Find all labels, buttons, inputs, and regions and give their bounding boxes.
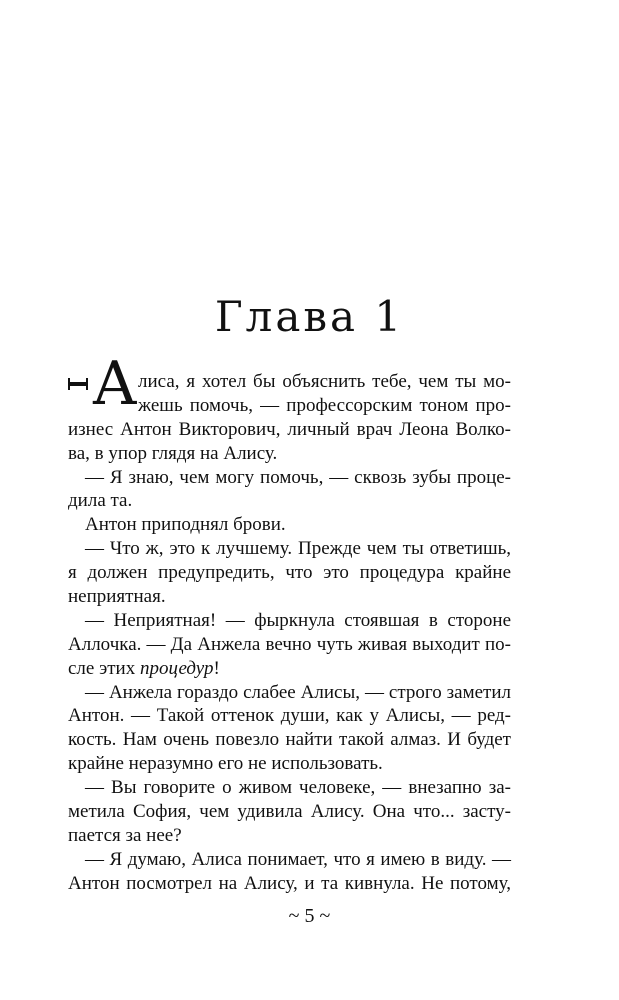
text-line-content: — Анжела гораздо слабее Алисы, — строго заметил bbox=[85, 681, 511, 703]
text-line-content: — Что ж, это к лучшему. Прежде чем ты ответишь, bbox=[85, 538, 511, 560]
chapter-title: Глава 1 bbox=[214, 292, 405, 341]
text-line bbox=[68, 681, 511, 705]
text-line-content: Антон приподнял брови. bbox=[85, 514, 286, 536]
text-line bbox=[68, 609, 511, 633]
text-line-content: метила София, чем удивила Алису. Она что... засту- bbox=[68, 801, 511, 823]
page-number: ~ 5 ~ bbox=[288, 905, 331, 927]
text-line-content: — Вы говорите о живом человеке, — внезапно за- bbox=[85, 777, 511, 799]
text-line-content: лиса, я хотел бы объяснить тебе, чем ты мо- bbox=[138, 371, 511, 392]
text-line bbox=[68, 370, 511, 394]
text-line-content: пается за нее? bbox=[68, 824, 182, 846]
text-line bbox=[68, 585, 511, 609]
text-line bbox=[68, 418, 511, 442]
text-line-content: изнес Антон Викторович, личный врач Леона Волко- bbox=[68, 418, 511, 440]
text-line-content: — Неприятная! — фыркнула стоявшая в стороне bbox=[85, 609, 511, 631]
text-line-content: — Я думаю, Алиса понимает, что я имею в виду. — bbox=[85, 848, 511, 870]
text-line bbox=[68, 489, 511, 513]
text-line-content: дила та. bbox=[68, 490, 133, 512]
text-line bbox=[68, 466, 511, 490]
text-line-content: ва, в упор глядя на Алису. bbox=[68, 442, 278, 464]
italic-word: процедур bbox=[139, 657, 214, 679]
text-line-content: кость. Нам очень повезло найти такой алмаз. И будет bbox=[68, 729, 511, 751]
drop-cap-letter: А bbox=[92, 349, 138, 419]
text-line bbox=[68, 824, 511, 848]
text-line-content: Антон. — Такой оттенок души, как у Алисы, — ред- bbox=[68, 705, 511, 727]
text-line bbox=[68, 442, 511, 466]
text-line bbox=[68, 513, 511, 537]
body-text bbox=[68, 370, 511, 896]
punctuation: ! bbox=[213, 657, 220, 679]
text-line bbox=[68, 800, 511, 824]
text-line bbox=[68, 752, 511, 776]
text-line bbox=[68, 633, 511, 657]
text-line bbox=[68, 728, 511, 752]
text-line-content: неприятная. bbox=[68, 586, 166, 608]
text-line-content: — Я знаю, чем могу помочь, — сквозь зубы проце- bbox=[85, 466, 511, 488]
text-line bbox=[68, 776, 511, 800]
text-line-content: я должен предупредить, что это процедура крайне bbox=[68, 562, 511, 584]
text-line-content: крайне неразумно его не использовать. bbox=[68, 753, 383, 775]
text-line-content: жешь помочь, — профессорским тоном про- bbox=[138, 394, 511, 416]
text-line-content: Антон посмотрел на Алису, и та кивнула. Не потому, bbox=[68, 872, 511, 894]
text-line-content: Аллочка. — Да Анжела вечно чуть живая выходит по- bbox=[68, 633, 511, 655]
text-line bbox=[68, 394, 511, 418]
text-line-content: сле этих bbox=[68, 657, 140, 679]
text-line bbox=[68, 537, 511, 561]
text-line bbox=[68, 561, 511, 585]
text-line bbox=[68, 704, 511, 728]
text-line bbox=[68, 872, 511, 896]
text-line bbox=[68, 657, 511, 681]
text-line bbox=[68, 848, 511, 872]
